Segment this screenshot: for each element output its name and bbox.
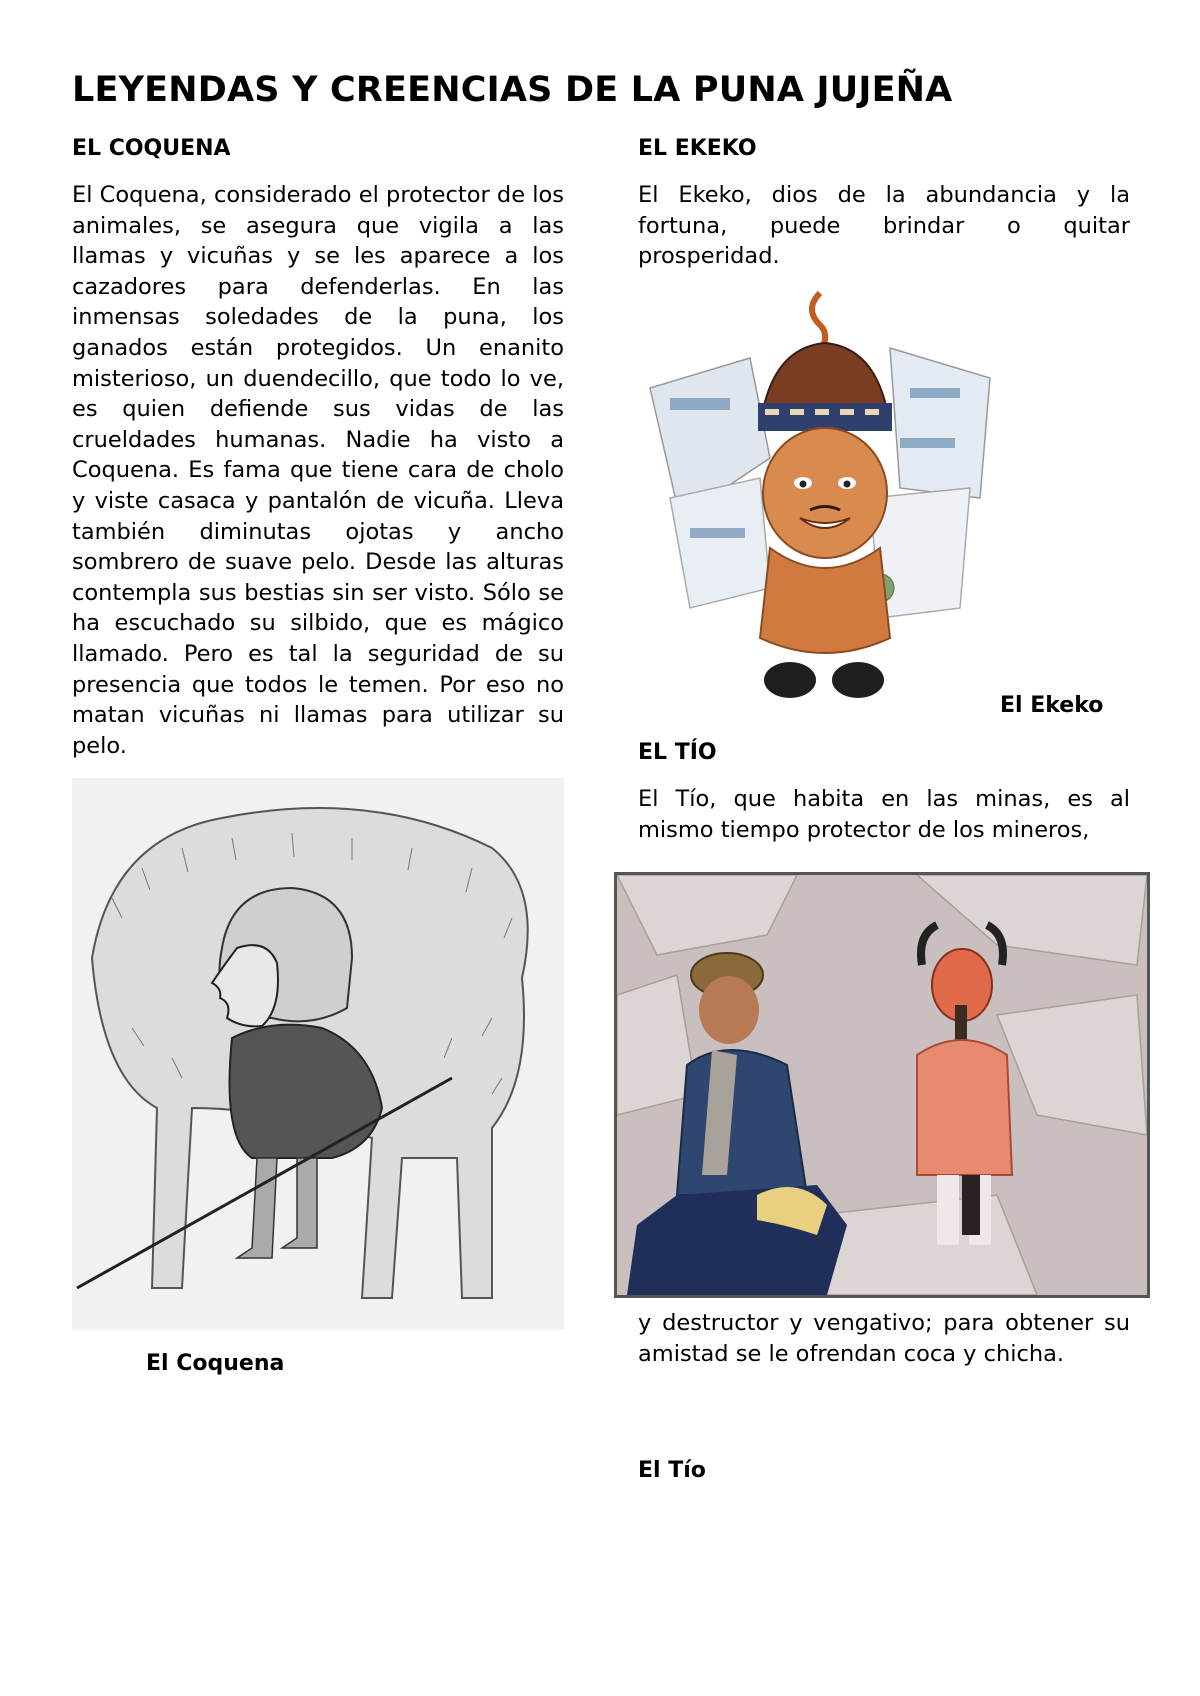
coquena-paragraph: El Coquena, considerado el protector de los animales, se asegura que vigila a las llamas y vicuñas y se les aparece a los cazadores para defenderlas. En las inmensas soledades de la puna, los ganados están protegidos. Un enanito misterioso, un duendecillo, que todo lo ve, es quien defiende sus vidas de las crueldades humanas. Nadie ha visto a Coquena. Es fama que tiene cara de cholo y viste casaca y pantalón de vicuña. Lleva también diminutas ojotas y ancho sombrero de suave pelo. Desde las alturas contempla sus bestias sin ser visto. Sólo se ha escuchado su silbido, que es mágico llamado. Pero es tal la seguridad de su presencia que todos le temen. Por eso no matan vicuñas ni llamas para utilizar su pelo. <box>72 182 564 759</box>
ekeko-caption: El Ekeko <box>1000 693 1104 718</box>
section-heading-tio: EL TÍO <box>638 740 717 765</box>
section-heading-coquena: EL COQUENA <box>72 136 231 161</box>
tio-caption: El Tío <box>638 1458 706 1483</box>
tio-paragraph-after: y destructor y vengativo; para obtener su amistad se le ofrendan coca y chicha. <box>638 1310 1130 1367</box>
coquena-caption: El Coquena <box>146 1351 285 1376</box>
tio-paragraph-before: El Tío, que habita en las minas, es al mismo tiempo protector de los mineros, <box>638 786 1130 843</box>
coquena-illustration <box>72 778 564 1330</box>
ekeko-photo <box>640 288 1010 708</box>
ekeko-paragraph: El Ekeko, dios de la abundancia y la fortuna, puede brindar o quitar prosperidad. <box>638 182 1130 270</box>
page-title: LEYENDAS Y CREENCIAS DE LA PUNA JUJEÑA <box>72 70 953 110</box>
tio-photo <box>614 872 1150 1298</box>
section-heading-ekeko: EL EKEKO <box>638 136 757 161</box>
